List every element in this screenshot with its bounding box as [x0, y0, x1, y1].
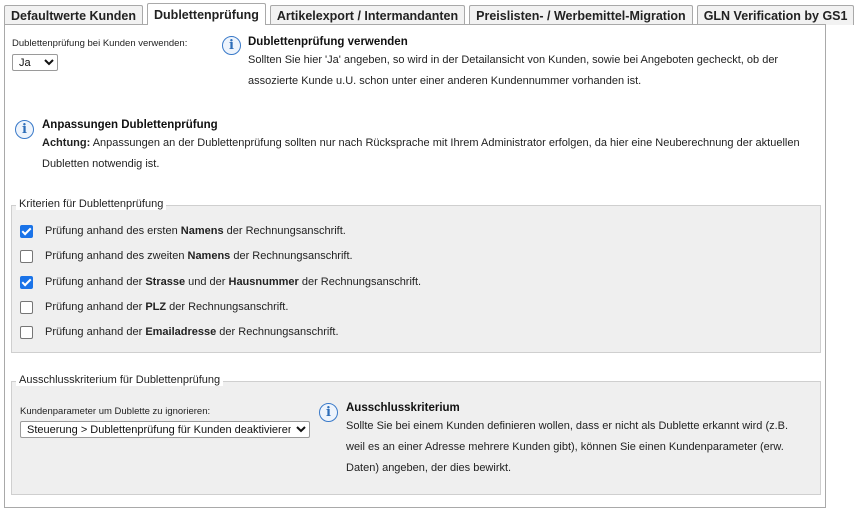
criteria-label: Prüfung anhand der Strasse und der Hausnummer der Rechnungsanschrift. — [45, 276, 422, 288]
tab-preislisten-migration[interactable]: Preislisten- / Werbemittel-Migration — [469, 5, 693, 25]
info-use-text: Sollten Sie hier 'Ja' angeben, so wird in der Detailansicht von Kunden, sowie bei Angeboten gecheckt, ob der assozierte Kunde u.U. schon unter einer anderen Kundennummer vorhanden ist. — [248, 54, 779, 87]
criteria-label: Prüfung anhand der PLZ der Rechnungsanschrift. — [45, 301, 289, 313]
exclusion-param-label: Kundenparameter um Dublette zu ignorieren: — [20, 406, 211, 417]
tab-dublettenpruefung[interactable]: Dublettenprüfung — [147, 3, 266, 25]
criteria-fieldset — [11, 198, 821, 353]
criteria-checkbox[interactable] — [20, 225, 33, 238]
tab-artikelexport[interactable]: Artikelexport / Intermandanten — [270, 5, 465, 25]
criteria-row-street[interactable] — [20, 274, 421, 290]
criteria-legend: Kriterien für Dublettenprüfung — [16, 198, 166, 210]
criteria-label: Prüfung anhand des zweiten Namens der Rechnungsanschrift. — [45, 250, 353, 262]
warning-prefix: Achtung: — [42, 137, 91, 149]
tab-gln-verification[interactable]: GLN Verification by GS1 — [697, 5, 855, 25]
criteria-label: Prüfung anhand des ersten Namens der Rechnungsanschrift. — [45, 225, 346, 237]
criteria-checkbox[interactable] — [20, 250, 33, 263]
criteria-row-plz[interactable] — [20, 299, 288, 315]
exclusion-info-title: Ausschlusskriterium — [346, 402, 460, 414]
exclusion-fieldset — [11, 374, 821, 495]
criteria-checkbox[interactable] — [20, 326, 33, 339]
criteria-checkbox[interactable] — [20, 301, 33, 314]
criteria-label: Prüfung anhand der Emailadresse der Rechnungsanschrift. — [45, 326, 339, 338]
info-adjust-title: Anpassungen Dublettenprüfung — [42, 119, 218, 131]
criteria-checkbox[interactable] — [20, 276, 33, 289]
exclusion-info-text: Sollte Sie bei einem Kunden definieren wollen, dass er nicht als Dublette erkannt wird (z.B. weil es an einer Adresse mehrere Kunden gibt), können Sie einen Kundenparameter (erw. Daten) angeben, der dies bewirkt. — [346, 420, 789, 474]
criteria-row-email[interactable] — [20, 324, 339, 340]
use-check-select[interactable] — [12, 54, 58, 71]
tab-bar — [4, 3, 858, 25]
exclusion-param-select[interactable] — [20, 421, 310, 438]
use-check-label: Dublettenprüfung bei Kunden verwenden: — [12, 38, 188, 49]
warning-text: Anpassungen an der Dublettenprüfung sollten nur nach Rücksprache mit Ihrem Administrator erfolgen, da hier eine Neuberechnung der aktuellen Dubletten notwendig ist. — [42, 137, 800, 170]
info-icon: i — [15, 120, 34, 139]
info-use-title: Dublettenprüfung verwenden — [248, 36, 408, 48]
info-icon: i — [222, 36, 241, 55]
exclusion-legend: Ausschlusskriterium für Dublettenprüfung — [16, 374, 223, 386]
tab-defaultwerte-kunden[interactable]: Defaultwerte Kunden — [4, 5, 143, 25]
criteria-row-first-name[interactable] — [20, 223, 346, 239]
info-icon: i — [319, 403, 338, 422]
criteria-row-second-name[interactable] — [20, 248, 353, 264]
tab-panel — [4, 24, 826, 508]
info-adjust-text — [42, 133, 812, 175]
